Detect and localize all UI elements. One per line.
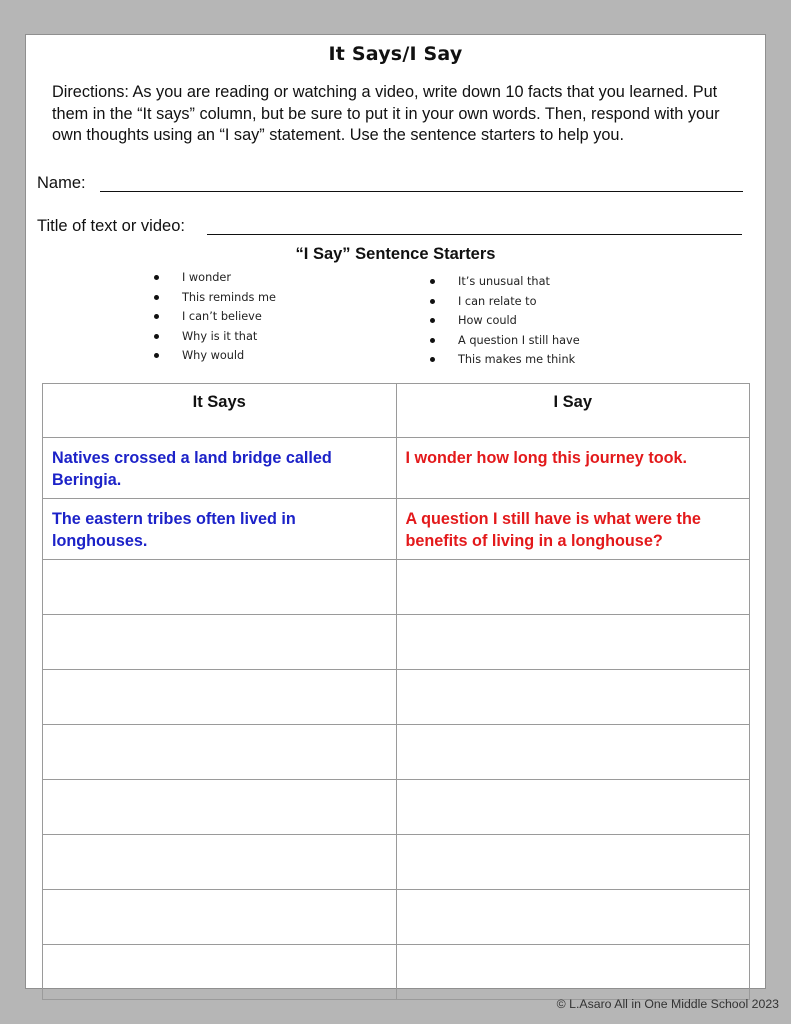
table-row xyxy=(43,615,750,670)
title-of-text-line[interactable] xyxy=(207,234,742,235)
starter-item: It’s unusual that xyxy=(428,272,580,292)
it-says-cell[interactable]: Natives crossed a land bridge called Beringia. xyxy=(43,438,397,499)
i-say-header: I Say xyxy=(396,384,750,438)
starter-item: This reminds me xyxy=(152,288,276,308)
i-say-cell[interactable] xyxy=(396,615,750,670)
table-row xyxy=(43,945,750,1000)
it-says-cell[interactable] xyxy=(43,780,397,835)
starter-item: Why would xyxy=(152,346,276,366)
i-say-cell[interactable] xyxy=(396,890,750,945)
table-row xyxy=(43,890,750,945)
starter-item: A question I still have xyxy=(428,331,580,351)
table-row xyxy=(43,725,750,780)
name-line[interactable] xyxy=(100,191,743,192)
i-say-cell[interactable] xyxy=(396,780,750,835)
i-say-cell[interactable] xyxy=(396,560,750,615)
starters-left-list xyxy=(152,268,276,366)
table-row xyxy=(43,835,750,890)
it-says-header: It Says xyxy=(43,384,397,438)
table-row xyxy=(43,499,750,560)
starter-item: I wonder xyxy=(152,268,276,288)
it-says-cell[interactable] xyxy=(43,560,397,615)
table-row xyxy=(43,560,750,615)
starter-item: I can’t believe xyxy=(152,307,276,327)
i-say-cell[interactable] xyxy=(396,945,750,1000)
worksheet-title: It Says/I Say xyxy=(328,43,463,65)
table-row xyxy=(43,780,750,835)
i-say-cell[interactable] xyxy=(396,835,750,890)
it-says-cell[interactable] xyxy=(43,890,397,945)
name-label: Name: xyxy=(37,174,86,192)
i-say-cell[interactable]: A question I still have is what were the benefits of living in a longhouse? xyxy=(396,499,750,560)
directions-text: Directions: As you are reading or watching a video, write down 10 facts that you learned. Put them in the “It says” column, but be sure to put it in your own words. Then, respond with your own thoughts using an “I say” statement. Use the sentence starters to help you. xyxy=(52,83,720,144)
table-row xyxy=(43,670,750,725)
i-say-cell[interactable] xyxy=(396,725,750,780)
copyright-footer: © L.Asaro All in One Middle School 2023 xyxy=(556,997,779,1011)
worksheet-page xyxy=(25,34,766,989)
starter-item: This makes me think xyxy=(428,350,580,370)
it-says-cell[interactable] xyxy=(43,945,397,1000)
it-says-cell[interactable] xyxy=(43,615,397,670)
starter-item: I can relate to xyxy=(428,292,580,312)
starter-item: How could xyxy=(428,311,580,331)
starters-right-list xyxy=(428,272,580,370)
it-says-cell[interactable] xyxy=(43,670,397,725)
title-row xyxy=(37,217,185,236)
starters-heading: “I Say” Sentence Starters xyxy=(295,245,496,263)
i-say-cell[interactable]: I wonder how long this journey took. xyxy=(396,438,750,499)
it-says-cell[interactable] xyxy=(43,725,397,780)
title-of-text-label: Title of text or video: xyxy=(37,217,185,235)
i-say-cell[interactable] xyxy=(396,670,750,725)
it-says-cell[interactable]: The eastern tribes often lived in longhouses. xyxy=(43,499,397,560)
it-says-cell[interactable] xyxy=(43,835,397,890)
starter-item: Why is it that xyxy=(152,327,276,347)
name-row xyxy=(37,174,86,193)
table-row xyxy=(43,438,750,499)
it-says-i-say-table xyxy=(42,383,750,1000)
